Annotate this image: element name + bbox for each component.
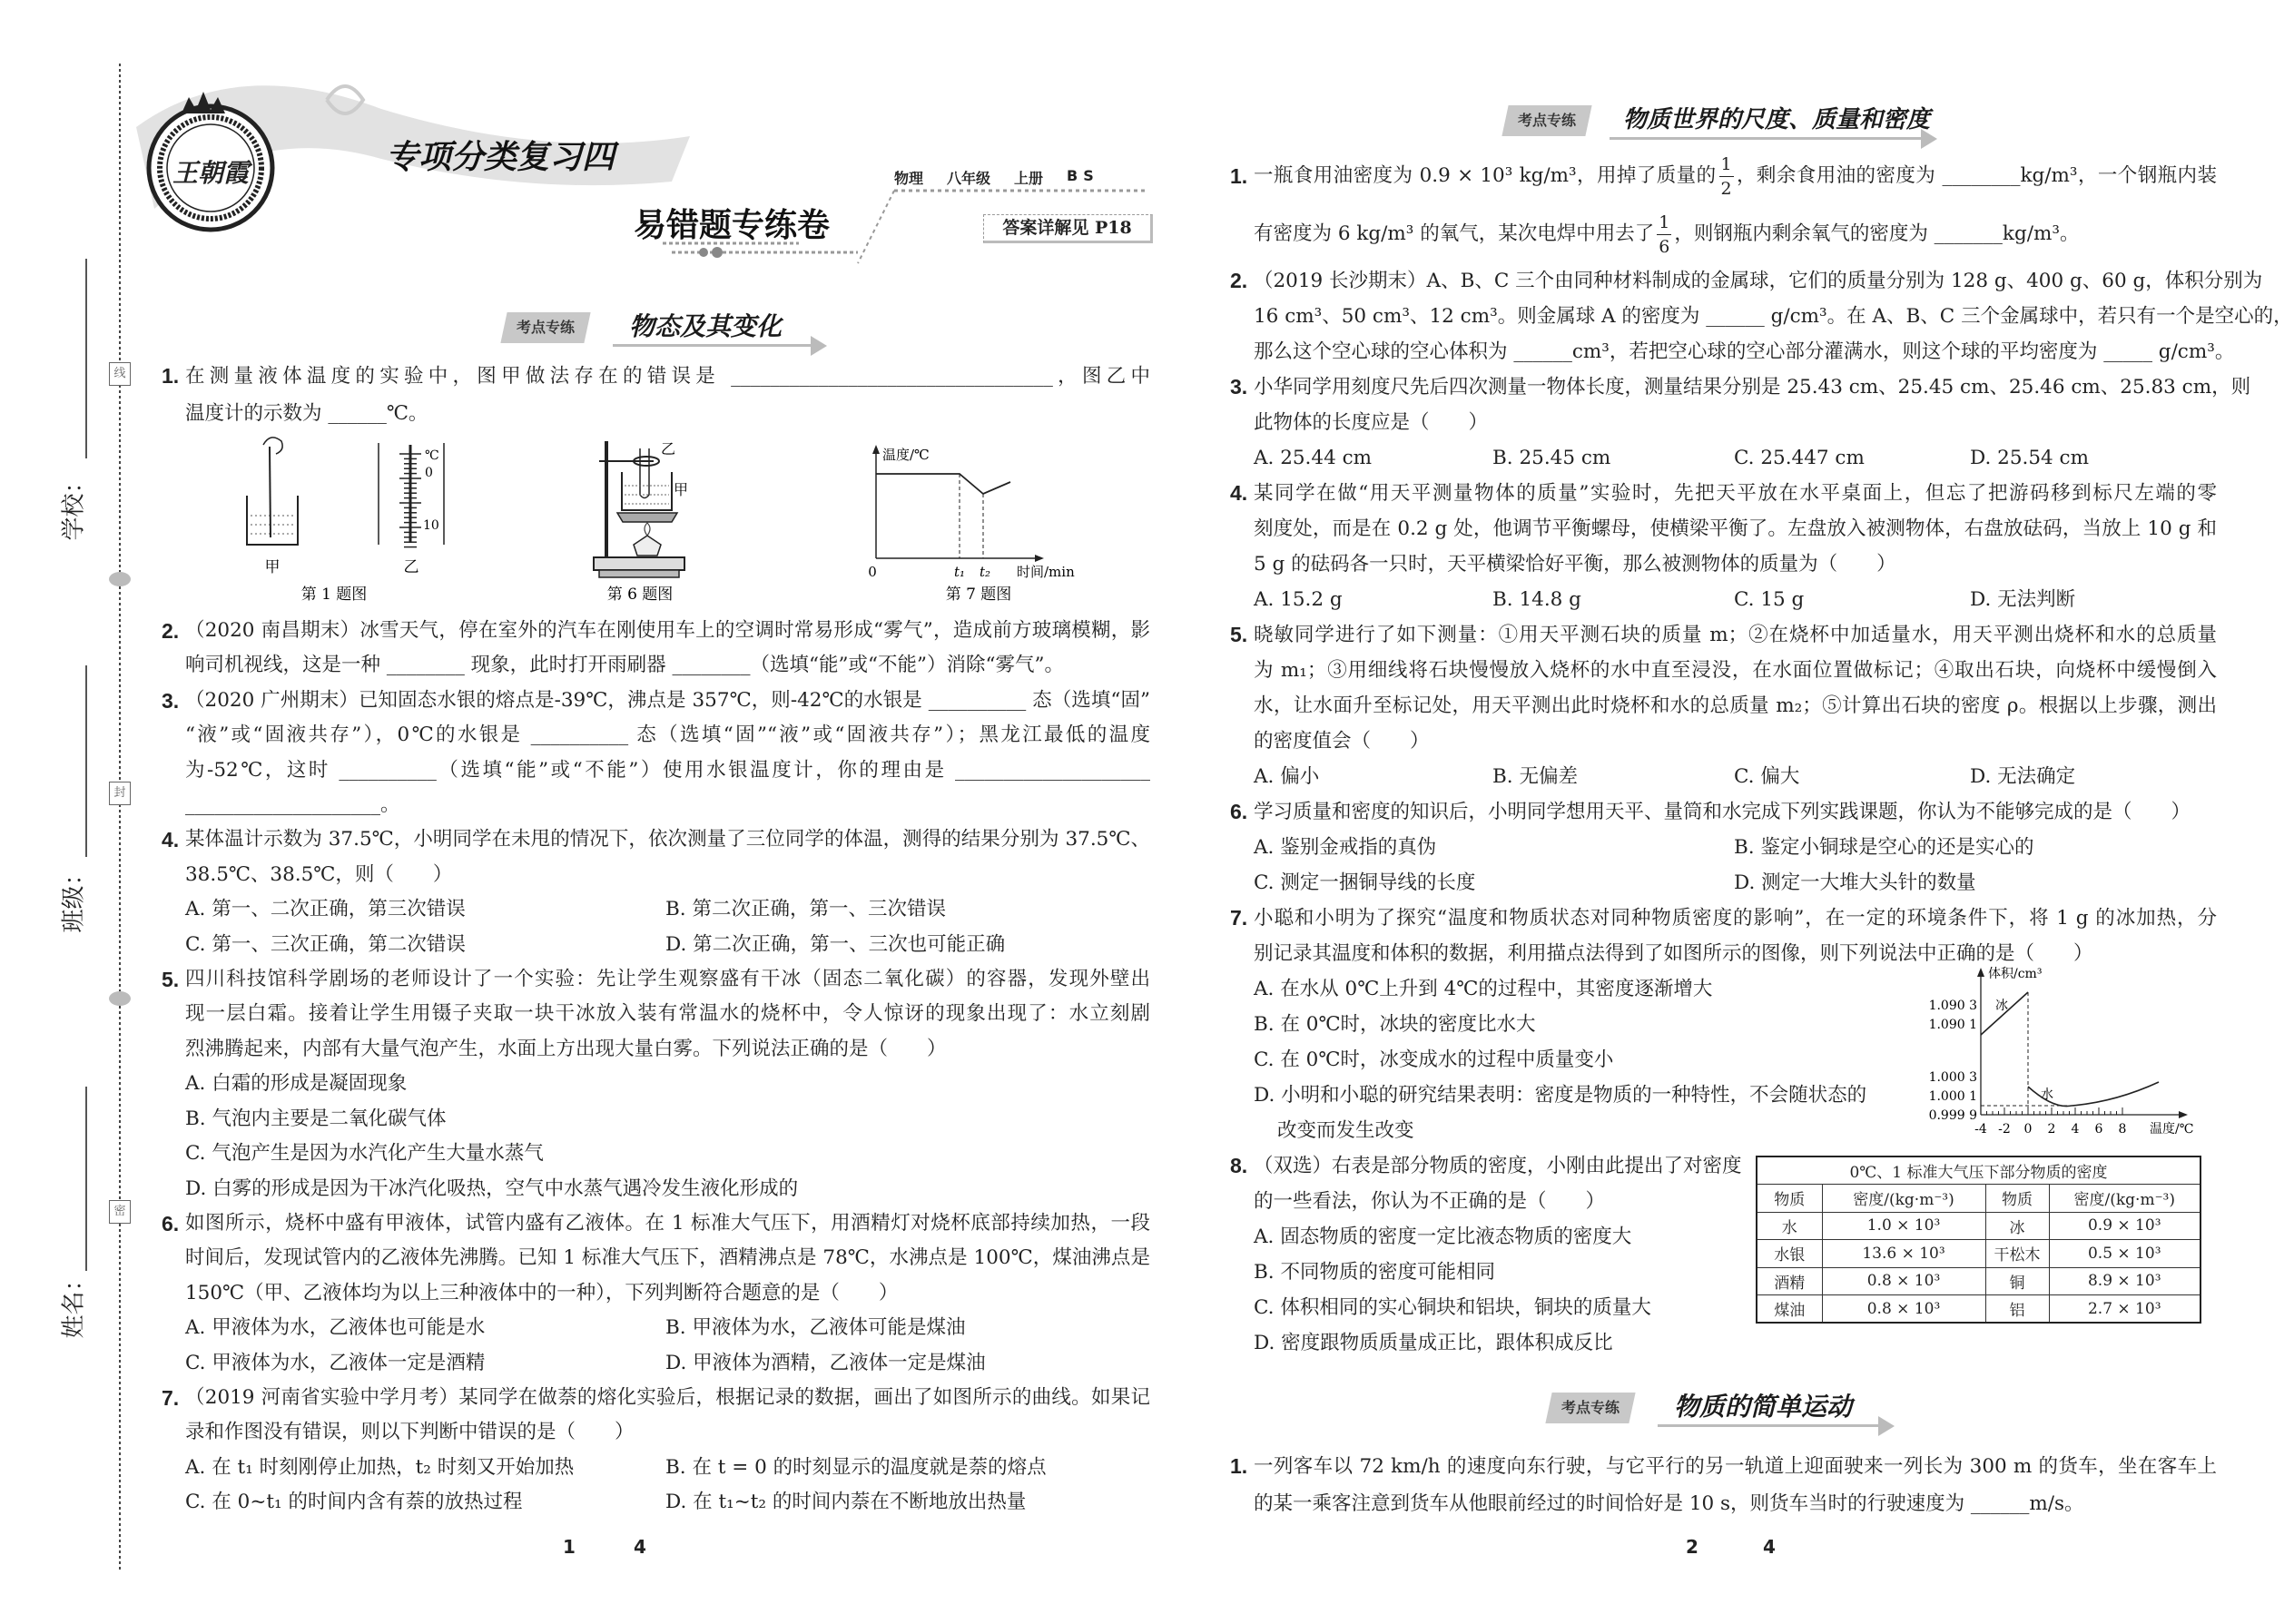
fig7-ylabel: 温度/℃ [882, 447, 930, 463]
vol-xtick-label: -4 [1974, 1122, 1987, 1137]
question [162, 822, 1150, 962]
question-number: 5. [1230, 623, 1248, 646]
question-1-temperature [162, 358, 1150, 432]
vol-xtick-label: 6 [2094, 1122, 2103, 1137]
question-line: 烈沸腾起来，内部有大量气泡产生，水面上方出现大量白雾。下列说法正确的是（ ） [185, 1037, 947, 1060]
question-line: （2019 长沙期末）A、B、C 三个由同种材料制成的金属球，它们的质量分别为 128 g、400 g、60 g，体积分别为 [1254, 270, 2263, 292]
question-line: 为 m₁；③用细线将石块慢慢放入烧杯的水中直至浸没，在水面位置做标记；④取出石块，向烧杯中缓慢倒入 [1254, 659, 2217, 682]
option: B. 在 t = 0 的时刻显示的温度就是萘的熔点 [665, 1455, 1047, 1479]
vol-ytick: 1.000 3 [1928, 1070, 1977, 1085]
question-number: 4. [1230, 481, 1248, 505]
question [1230, 369, 2251, 476]
question-line: 别记录其温度和体积的数据，利用描点法得到了如图所示的图像，则下列说法中正确的是（ ） [1254, 942, 2093, 965]
question-number: 5. [162, 968, 180, 992]
section-tag: 考点专练 [1545, 1393, 1635, 1423]
question [1230, 901, 2217, 1148]
fig7-t2: t₂ [979, 564, 991, 580]
fig1-tick-10: 10 [423, 518, 439, 533]
option: C. 在 0~t₁ 的时间内含有萘的放热过程 [185, 1491, 523, 1514]
page-number: 4 [1763, 1536, 1776, 1558]
table-header: 密度/(kg·m⁻³) [1822, 1185, 1985, 1213]
question [1230, 263, 2293, 369]
section-header-density [1505, 102, 1941, 142]
vol-xtick-label: 2 [2047, 1122, 2056, 1137]
table-cell: 0.9 × 10³ [2049, 1212, 2200, 1240]
cut-marker: 封 [109, 782, 131, 805]
fig7-caption: 第 7 题图 [945, 586, 1012, 604]
question [162, 684, 1150, 823]
option: A. 鉴别金戒指的真伪 [1254, 836, 1437, 859]
question-line: 录和作图没有错误，则以下判断中错误的是（ ） [185, 1421, 635, 1444]
question-number: 6. [1230, 800, 1248, 823]
section-title: 物质的简单运动 [1674, 1392, 1853, 1422]
table-cell: 0.8 × 10³ [1822, 1267, 1985, 1295]
table-header: 物质 [1985, 1185, 2049, 1213]
left-questions [162, 614, 1150, 1521]
vol-xtick-label: -2 [1998, 1122, 2011, 1137]
option: A. 固态物质的密度一定比液态物质的密度大 [1254, 1225, 1632, 1248]
question-line: 在测量液体温度的实验中，图甲做法存在的错误是 _________________________________，图乙中 [185, 365, 1150, 388]
option: B. 在 0℃时，冰块的密度比水大 [1254, 1013, 1536, 1036]
density-table [1756, 1156, 2201, 1324]
question-line: （2019 河南省实验中学月考）某同学在做萘的熔化实验后，根据记录的数据，画出了如图所示的曲线。如果记 [185, 1385, 1150, 1409]
table-cell: 8.9 × 10³ [2049, 1267, 2200, 1295]
table-cell: 水 [1757, 1212, 1822, 1240]
section-tag: 考点专练 [500, 312, 590, 343]
option: A. 白霜的形成是凝固现象 [185, 1072, 408, 1096]
question [162, 614, 1150, 684]
option: A. 在 t₁ 时刻刚停止加热，t₂ 时刻又开始加热 [185, 1455, 575, 1479]
table-cell: 铜 [1985, 1267, 2049, 1295]
question-number: 8. [1230, 1154, 1248, 1177]
figure-1 [247, 438, 444, 604]
option: D. 密度跟物质质量成正比，跟体积成反比 [1254, 1332, 1613, 1354]
vol-ytick: 1.090 1 [1928, 1018, 1977, 1032]
figure-6 [594, 440, 688, 604]
edition: BS [1067, 167, 1099, 184]
question [1230, 794, 2217, 901]
vol-xtick-label: 8 [2118, 1122, 2127, 1137]
options-row [1254, 830, 2217, 901]
fig1-unit: ℃ [425, 448, 439, 463]
section-title: 物质世界的尺度、质量和密度 [1623, 106, 1931, 133]
question [1230, 617, 2217, 794]
question-line: （2020 广州期末）已知固态水银的熔点是-39℃，沸点是 357℃，则-42℃的水银是 __________ 态（选填“固” [185, 688, 1150, 712]
option: D. 小明和小聪的研究结果表明：密度是物质的一种特性，不会随状态的改变而发生改变 [1254, 1084, 1867, 1142]
option: B. 25.45 cm [1492, 447, 1611, 469]
question-line: 响司机视线，这是一种 ________ 现象，此时打开雨刷器 ________（选填“能”或“不能”）消除“雾气”。 [185, 654, 1064, 677]
arrow-icon [1921, 129, 1937, 149]
class-label: 班级： [60, 861, 88, 933]
option: B. 14.8 g [1492, 588, 1581, 611]
fig7-xlabel: 时间/min [1017, 564, 1075, 580]
option: C. 在 0℃时，冰变成水的过程中质量变小 [1254, 1048, 1614, 1071]
question-line: 一瓶食用油密度为 0.9 × 10³ kg/m³，用掉了质量的 $\frac{1}{2}$ ，剩余食用油的密度为 ________kg/m³，一个钢瓶内装 [1254, 153, 2217, 199]
question-number: 3. [162, 688, 180, 713]
question-number: 3. [1230, 375, 1248, 399]
option: B. 不同物质的密度可能相同 [1254, 1261, 1495, 1284]
vol-ytick: 1.090 3 [1928, 999, 1977, 1013]
vol-water-label: 水 [2041, 1088, 2053, 1102]
question-line: “液”或“固液共存”），0℃的水银是 __________ 态（选填“固”“液”或“固液共存”）；黑龙江最低的温度 [185, 723, 1150, 747]
option: D. 无法判断 [1970, 588, 2076, 611]
vol-xlabel: 温度/℃ [2150, 1122, 2194, 1137]
subject: 物理 [894, 170, 924, 187]
question-line: 此物体的长度应是（ ） [1254, 411, 1489, 434]
question-line: 38.5℃、38.5℃，则（ ） [185, 862, 453, 886]
option: D. 白雾的形成是因为干冰汽化吸热，空气中水蒸气遇冷发生液化形成的 [185, 1176, 799, 1200]
logo-text: 王朝霞 [172, 158, 250, 188]
question-line: 有密度为 6 kg/m³ 的氧气，某次电焊中用去了 $\frac{1}{6}$ ，则钢瓶内剩余氧气的密度为 _______kg/m³。 [1254, 212, 2080, 257]
question-line: 某同学在做“用天平测量物体的质量”实验时，先把天平放在水平桌面上，但忘了把游码移到标尺左端的零 [1254, 482, 2217, 505]
question-line: 小聪和小明为了探究“温度和物质状态对同种物质密度的影响”，在一定的环境条件下，将 1 g 的冰加热，分 [1254, 907, 2217, 930]
option: B. 无偏差 [1492, 765, 1578, 788]
alcohol-lamp-icon [634, 536, 661, 556]
question-line: 水，让水面升至标记处，用天平测出此时烧杯和水的总质量 m₂；⑤计算出石块的密度 ρ。根据以上步骤，测出 [1254, 694, 2217, 717]
question-line: 晓敏同学进行了如下测量：①用天平测石块的质量 m；②在烧杯中加适量水，用天平测出烧杯和水的总质量 [1254, 624, 2217, 646]
table-cell: 干松木 [1985, 1240, 2049, 1268]
fraction: $\frac{1}{6}$ [1659, 212, 1670, 257]
page-number: 1 [563, 1536, 576, 1558]
question-line: 四川科技馆科学剧场的老师设计了一个实验：先让学生观察盛有干冰（固态二氧化碳）的容器，发现外壁出 [185, 968, 1150, 991]
option: B. 气泡内主要是二氧化碳气体 [185, 1107, 447, 1130]
option: D. 第二次正确，第一、三次也可能正确 [665, 932, 1006, 956]
question-line: 的一些看法，你认为不正确的是（ ） [1254, 1190, 1606, 1213]
option: C. 气泡产生是因为水汽化产生大量水蒸气 [185, 1142, 544, 1166]
option: C. 甲液体为水，乙液体一定是酒精 [185, 1351, 486, 1374]
question-line: （2020 南昌期末）冰雪天气，停在室外的汽车在刚使用车上的空调时常易形成“雾气”，造成前方玻璃模糊，影 [185, 619, 1150, 642]
table-header: 密度/(kg·m⁻³) [2049, 1185, 2200, 1213]
options-row [1254, 971, 1880, 1148]
question-number: 7. [162, 1385, 180, 1410]
options-row [1254, 582, 2217, 617]
fig6-label-jia: 甲 [674, 481, 689, 498]
option: B. 甲液体为水，乙液体可能是煤油 [665, 1316, 966, 1340]
table-cell: 13.6 × 10³ [1822, 1240, 1985, 1268]
figure-7-graph [868, 445, 1075, 604]
fig6-label-yi: 乙 [661, 440, 676, 458]
question [1230, 476, 2217, 617]
question-line: 的某一乘客注意到货车从他眼前经过的时间恰好是 10 s，则货车当时的行驶速度为 ______m/s。 [1254, 1492, 2084, 1515]
option: C. 偏大 [1734, 765, 1800, 788]
table-cell: 水银 [1757, 1240, 1822, 1268]
question-line: 150℃（甲、乙液体均为以上三种液体中的一种），下列判断符合题意的是（ ） [185, 1281, 899, 1304]
table-row [1757, 1212, 2200, 1240]
question-line: 5 g 的砝码各一只时，天平横梁恰好平衡，那么被测物体的质量为（ ） [1254, 553, 1896, 576]
vol-xtick-label: 0 [2023, 1122, 2033, 1137]
table-cell: 0.5 × 10³ [2049, 1240, 2200, 1268]
fig7-origin: 0 [868, 564, 877, 580]
question-number: 1. [1230, 164, 1248, 188]
option: C. 第一、三次正确，第二次错误 [185, 932, 466, 956]
option: A. 15.2 g [1254, 588, 1343, 611]
option: A. 在水从 0℃上升到 4℃的过程中，其密度逐渐增大 [1254, 978, 1713, 1000]
options-row [1254, 759, 2217, 794]
vol-ytick: 1.000 1 [1928, 1089, 1977, 1104]
question-line: 16 cm³、50 cm³、12 cm³。则金属球 A 的密度为 ______ g/cm³。在 A、B、C 三个金属球中，若只有一个是空心的， [1254, 305, 2293, 328]
section-title: 物态及其变化 [629, 311, 783, 341]
question-line: 某体温计示数为 37.5℃，小明同学在未甩的情况下，依次测量了三位同学的体温，测得的结果分别为 37.5℃、 [185, 828, 1150, 851]
option: A. 25.44 cm [1254, 447, 1373, 469]
question-number: 2. [162, 619, 180, 643]
option: B. 鉴定小铜球是空心的还是实心的 [1734, 836, 2034, 859]
section-tag: 考点专练 [1501, 105, 1591, 136]
option: D. 25.54 cm [1970, 447, 2089, 469]
question [162, 1206, 1150, 1381]
question-line: 的密度值会（ ） [1254, 730, 1430, 753]
volume: 上册 [1014, 170, 1044, 187]
page-number: 4 [634, 1536, 646, 1558]
question-number: 2. [1230, 269, 1248, 292]
answer-reference: 答案详解见 P18 [983, 214, 1153, 243]
option: D. 甲液体为酒精，乙液体一定是煤油 [665, 1351, 986, 1374]
grade: 八年级 [947, 170, 991, 187]
question-line: 那么这个空心球的空心体积为 ______cm³，若把空心球的空心部分灌满水，则这个球的平均密度为 _____ g/cm³。 [1254, 340, 2235, 363]
option: A. 甲液体为水，乙液体也可能是水 [185, 1316, 486, 1340]
table-cell: 2.7 × 10³ [2049, 1295, 2200, 1324]
option: D. 无法确定 [1970, 765, 2076, 788]
paper-title: 易错题专练卷 [634, 206, 831, 244]
arrow-icon [1878, 1416, 1895, 1436]
options-row [185, 1311, 1150, 1381]
question-line: 刻度处，而是在 0.2 g 处，他调节平衡螺母，使横梁平衡了。左盘放入被测物体，右盘放砝码，当放上 10 g 和 [1254, 517, 2217, 540]
question [162, 962, 1150, 1206]
option: C. 15 g [1734, 588, 1805, 611]
table-cell: 煤油 [1757, 1295, 1822, 1324]
options-row [185, 1067, 1150, 1206]
fig7-t1: t₁ [953, 564, 966, 580]
table-title: 0℃、1 标准大气压下部分物质的密度 [1757, 1156, 2200, 1185]
fig1-label-jia: 甲 [264, 558, 281, 576]
question [1230, 1448, 2217, 1522]
series-title: 专项分类复习四 [386, 139, 615, 176]
page-number: 2 [1686, 1536, 1698, 1558]
table-cell: 0.8 × 10³ [1822, 1295, 1985, 1324]
temperature-curve [876, 474, 1010, 494]
options-row [1254, 440, 2217, 476]
question-line: 现一层白霜。接着让学生用镊子夹取一块干冰放入装有常温水的烧杯中，令人惊讶的现象出现了：水立刻剧 [185, 1002, 1150, 1026]
vol-ice-label: 冰 [1995, 999, 2008, 1013]
question-1-motion [1230, 1448, 2217, 1522]
question-1-density [1230, 147, 2217, 263]
arrow-icon [811, 336, 827, 356]
options-row [185, 892, 1150, 962]
table-cell: 1.0 × 10³ [1822, 1212, 1985, 1240]
question-line: 学习质量和密度的知识后，小明同学想用天平、量筒和水完成下列实践课题，你认为不能够完成的是（ ） [1254, 801, 2191, 823]
table-cell: 冰 [1985, 1212, 2049, 1240]
option: B. 第二次正确，第一、三次错误 [665, 898, 946, 921]
question-line: 小华同学用刻度尺先后四次测量一物体长度，测量结果分别是 25.43 cm、25.45 cm、25.46 cm、25.83 cm，则 [1254, 376, 2251, 399]
fraction: $\frac{1}{2}$ [1720, 153, 1732, 199]
fig1-tick-0: 0 [425, 466, 433, 480]
table-row [1757, 1267, 2200, 1295]
question-line: 一列客车以 72 km/h 的速度向东行驶，与它平行的另一轨道上迎面驶来一列长为 300 m 的货车，坐在客车上 [1254, 1455, 2217, 1478]
ornament-icon [109, 572, 131, 586]
option: C. 体积相同的实心铜块和铝块，铜块的质量大 [1254, 1296, 1651, 1319]
section-header-motion [1549, 1389, 1898, 1429]
question-line: 温度计的示数为 ______℃。 [185, 402, 428, 425]
table-cell: 酒精 [1757, 1267, 1822, 1295]
divider [858, 191, 894, 263]
cut-marker: 密 [109, 1200, 131, 1224]
table-cell: 铝 [1985, 1295, 2049, 1324]
ornament-icon [109, 991, 131, 1006]
question-number: 6. [162, 1211, 180, 1235]
table-header: 物质 [1757, 1185, 1822, 1213]
option: A. 偏小 [1254, 765, 1320, 788]
option: D. 测定一大堆大头针的数量 [1734, 871, 1976, 894]
question-number: 1. [162, 364, 180, 388]
option: C. 测定一捆铜导线的长度 [1254, 871, 1476, 894]
question-number: 1. [1230, 1454, 1248, 1478]
question-line: 为-52℃，这时 __________（选填“能”或“不能”）使用水银温度计，你的理由是 ____________________ [185, 758, 1150, 782]
question-number: 7. [1230, 906, 1248, 930]
options-row [185, 1451, 1150, 1521]
option: C. 25.447 cm [1734, 447, 1865, 469]
question-line: 时间后，发现试管内的乙液体先沸腾。已知 1 标准大气压下，酒精沸点是 78℃，水沸点是 100℃，煤油沸点是 [185, 1246, 1150, 1270]
option: A. 第一、二次正确，第三次错误 [185, 898, 466, 921]
question [162, 1381, 1150, 1521]
hand-icon [263, 438, 282, 454]
question-line: 如图所示，烧杯中盛有甲液体，试管内盛有乙液体。在 1 标准大气压下，用酒精灯对烧杯底部持续加热，一段 [185, 1211, 1150, 1235]
subject-meta [894, 167, 1099, 188]
cut-marker: 线 [109, 362, 131, 386]
school-label: 学校： [60, 469, 88, 541]
fig1-caption: 第 1 题图 [300, 586, 368, 604]
question-line: ____________________。 [185, 793, 400, 817]
vol-xtick-label: 4 [2071, 1122, 2080, 1137]
section-header-states-of-matter [504, 309, 831, 349]
vol-ytick: 0.999 9 [1928, 1108, 1977, 1123]
fig6-caption: 第 6 题图 [606, 586, 674, 604]
question-number: 4. [162, 828, 180, 852]
question-line: （双选）右表是部分物质的密度，小刚由此提出了对密度 [1254, 1155, 1742, 1177]
question [162, 358, 1150, 432]
table-row [1757, 1240, 2200, 1268]
table-row [1757, 1295, 2200, 1324]
fig1-label-yi: 乙 [403, 558, 419, 576]
name-label: 姓名： [60, 1267, 88, 1339]
option: D. 在 t₁~t₂ 的时间内萘在不断地放出热量 [665, 1491, 1027, 1514]
vol-ylabel: 体积/cm³ [1988, 967, 2043, 981]
